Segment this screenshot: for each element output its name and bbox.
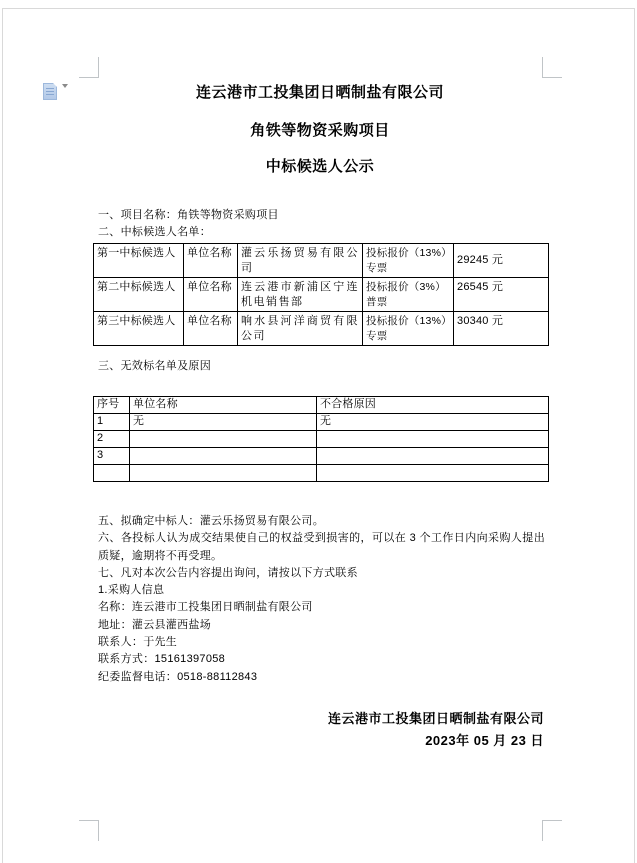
- section-5-winner: 五、拟确定中标人：灌云乐扬贸易有限公司。: [98, 515, 324, 527]
- margin-mark-top-left: [79, 57, 99, 78]
- reason-cell: [317, 465, 549, 482]
- margin-mark-bottom-left: [79, 820, 99, 841]
- quote-cell: 投标报价（13%） 专票: [363, 312, 454, 346]
- table-row: [94, 448, 549, 465]
- company-cell: 无: [130, 414, 317, 431]
- label-cell: 单位名称: [184, 312, 238, 346]
- company-cell: [130, 465, 317, 482]
- margin-mark-bottom-right: [542, 820, 562, 841]
- purchaser-info-heading: 1.采购人信息: [98, 584, 165, 597]
- signature-block: [98, 708, 544, 752]
- price-cell: 26545 元: [454, 278, 549, 312]
- section-7-contact-heading: 七、凡对本次公告内容提出询问，请按以下方式联系: [98, 566, 358, 579]
- header-cell: 不合格原因: [317, 397, 549, 414]
- contact-phone: 联系方式：15161397058: [98, 653, 226, 666]
- document-page[interactable]: [2, 8, 635, 863]
- company-cell: [130, 448, 317, 465]
- table-row: [94, 244, 549, 278]
- rank-cell: 第三中标候选人: [94, 312, 184, 346]
- company-cell: 响水县河洋商贸有限公司: [238, 312, 363, 346]
- price-cell: 30340 元: [454, 312, 549, 346]
- doc-title-company: 连云港市工投集团日晒制盐有限公司: [195, 84, 444, 101]
- signature-company: 连云港市工投集团日晒制盐有限公司: [327, 711, 544, 726]
- reason-cell: [317, 448, 549, 465]
- dropdown-arrow-icon[interactable]: [62, 88, 69, 96]
- table-header-row: [94, 397, 549, 414]
- margin-mark-top-right: [542, 57, 562, 78]
- paste-options-icon: [43, 83, 57, 100]
- company-cell: [130, 431, 317, 448]
- purchaser-address: 地址：灌云县灌西盐场: [98, 618, 211, 631]
- company-cell: 连云港市新浦区宁连机电销售部: [238, 278, 363, 312]
- section-6-objection: 六、各投标人认为成交结果使自己的权益受到损害的，可以在 3 个工作日内向采购人提出质疑，逾期将不再受理。: [98, 532, 545, 562]
- quote-cell: 投标报价（13%） 专票: [363, 244, 454, 278]
- quote-cell: 投标报价（3%） 普票: [363, 278, 454, 312]
- doc-title-project: 角铁等物资采购项目: [250, 122, 390, 139]
- section-2-candidates-heading: 二、中标候选人名单：: [98, 226, 211, 238]
- supervision-phone: 纪委监督电话：0518-88112843: [98, 670, 258, 683]
- index-cell: 2: [94, 431, 130, 448]
- purchaser-name: 名称：连云港市工投集团日晒制盐有限公司: [98, 601, 313, 614]
- candidates-table: [93, 243, 549, 346]
- signature-date: 2023年 05 月 23 日: [425, 733, 544, 748]
- invalid-bids-table: [93, 396, 549, 482]
- section-1-project-name: 一、项目名称：角铁等物资采购项目: [98, 209, 279, 221]
- table-row: [94, 278, 549, 312]
- header-cell: 序号: [94, 397, 130, 414]
- table-row: [94, 414, 549, 431]
- label-cell: 单位名称: [184, 244, 238, 278]
- label-cell: 单位名称: [184, 278, 238, 312]
- header-cell: 单位名称: [130, 397, 317, 414]
- rank-cell: 第二中标候选人: [94, 278, 184, 312]
- table-row: [94, 431, 549, 448]
- reason-cell: 无: [317, 414, 549, 431]
- price-cell: 29245 元: [454, 244, 549, 278]
- index-cell: [94, 465, 130, 482]
- paste-options-button[interactable]: [43, 82, 77, 102]
- table-row: [94, 465, 549, 482]
- closing-paragraphs: [98, 513, 545, 686]
- table-row: [94, 312, 549, 346]
- index-cell: 3: [94, 448, 130, 465]
- index-cell: 1: [94, 414, 130, 431]
- doc-title-announcement: 中标候选人公示: [265, 158, 375, 175]
- section-3-invalid-heading: 三、无效标名单及原因: [98, 360, 211, 372]
- company-cell: 灌云乐扬贸易有限公司: [238, 244, 363, 278]
- rank-cell: 第一中标候选人: [94, 244, 184, 278]
- contact-person: 联系人：于先生: [98, 636, 178, 649]
- reason-cell: [317, 431, 549, 448]
